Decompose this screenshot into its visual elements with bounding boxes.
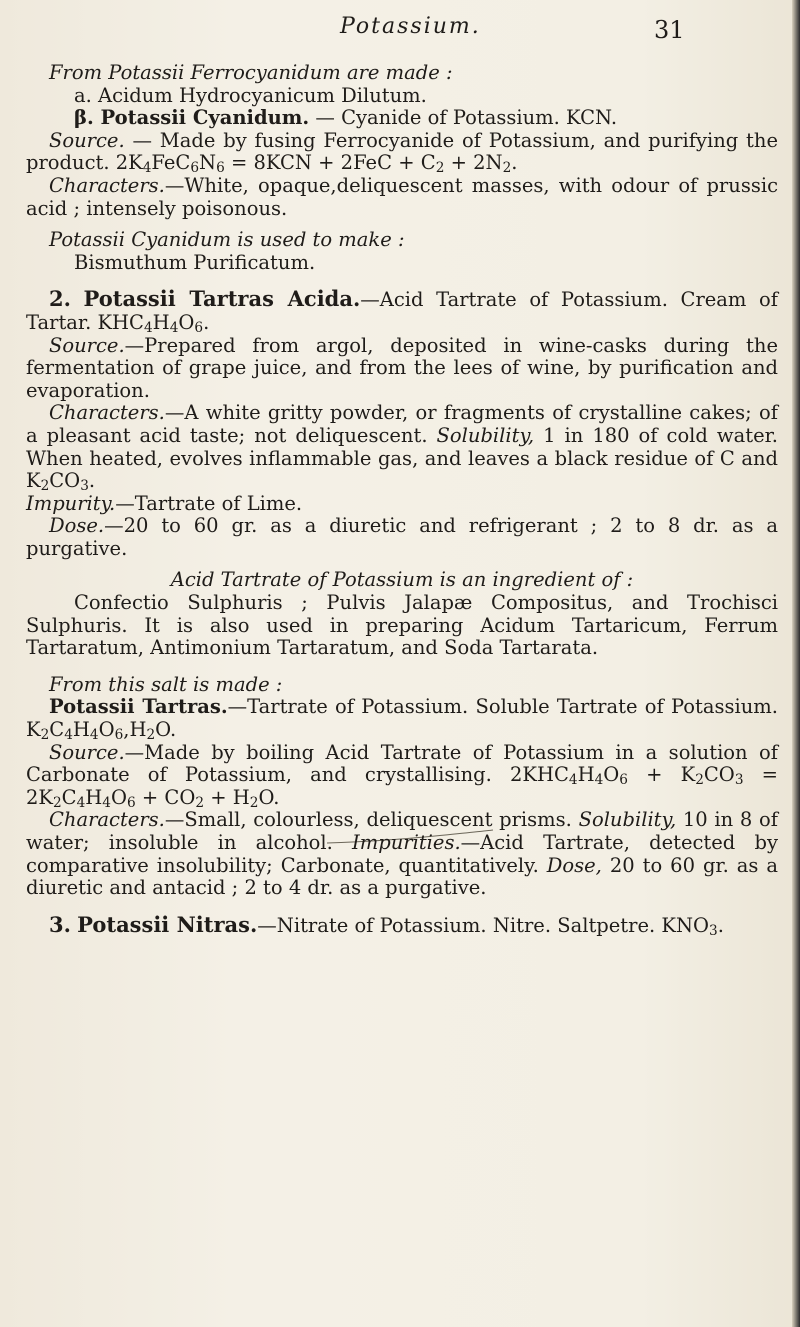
characters-text: —White, opaque,deliquescent masses, with odour of prussic acid ; intensely poisonous. bbox=[26, 173, 778, 220]
beta-title: β. Potassii Cyanidum. bbox=[74, 106, 310, 130]
dose-label: Dose. bbox=[49, 514, 105, 538]
dose-label: Dose, bbox=[546, 853, 602, 877]
source-label: Source. bbox=[49, 740, 125, 764]
nitras-title: Potassii Nitras. bbox=[77, 911, 258, 937]
solubility-text: 10 in 8 of water; insoluble in alcohol. bbox=[26, 808, 778, 854]
tartras-acida-number: 2. bbox=[49, 286, 71, 312]
characters-text: —A white gritty powder, or fragments of crystalline cakes; of a pleasant acid taste; not deliquescent. bbox=[26, 401, 778, 447]
page-header bbox=[0, 8, 800, 58]
tartras-acida-title: Potassii Tartras Acida. bbox=[83, 286, 361, 312]
tartras-acida-ingredient-label: Acid Tartrate of Potassium is an ingredient of : bbox=[170, 568, 634, 592]
tartras-heading bbox=[26, 695, 778, 744]
impurities-text: —Acid Tartrate, detected by comparative insolubility; Carbonate, quantitatively. bbox=[26, 831, 778, 877]
solubility-label: Solubility, bbox=[578, 808, 677, 832]
tartras-intro: From this salt is made : bbox=[49, 672, 283, 696]
tartras-acida-heading bbox=[26, 288, 778, 334]
cyanide-used-item: Bismuthum Purificatum. bbox=[74, 250, 316, 274]
source-label: Source. bbox=[49, 333, 125, 357]
cyanide-used-label: Potassii Cyanidum is used to make : bbox=[49, 228, 405, 252]
tartras-acida-impurity bbox=[26, 493, 778, 516]
tartras-acida-source bbox=[26, 335, 778, 403]
cyanide-source bbox=[26, 130, 778, 175]
solubility-label: Solubility, bbox=[436, 423, 535, 447]
characters-label: Characters. bbox=[49, 401, 165, 425]
characters-label: Characters. bbox=[49, 173, 165, 197]
source-text: —Made by boiling Acid Tartrate of Potassium in a solution of Carbonate of Potassium, and crystallising. $2KHC_4H_4O_6 + K_2CO_3 = 2K_2C_4H_4O_6 + CO_2 + H_2O$. bbox=[26, 740, 778, 811]
item-beta bbox=[26, 107, 778, 130]
book-edge-shadow bbox=[792, 0, 800, 1327]
tartras-acida-synonyms: —Acid Tartrate of Potassium. Cream of Tartar. $KHC_4H_4O_6$. bbox=[26, 288, 778, 336]
tartras-acida-dose bbox=[26, 515, 778, 560]
page-body bbox=[26, 62, 778, 937]
impurity-label: Impurity. bbox=[26, 491, 116, 515]
tartras-acida-ingredient-text: Confectio Sulphuris ; Pulvis Jalapæ Compositus, and Trochisci Sulphuris. It is also used in preparing Acidum Tartaricum, Ferrum Tartaratum, Antimonium Tartaratum, and Soda Tartarata. bbox=[26, 591, 778, 660]
page-number: 31 bbox=[654, 16, 685, 44]
dose-text: 20 to 60 gr. as a diuretic and antacid ; 2 to 4 dr. as a purgative. bbox=[26, 853, 778, 900]
source-text: —Prepared from argol, deposited in wine-casks during the fermentation of grape juice, and from the lees of wine, by purification and evaporation. bbox=[26, 333, 778, 402]
nitras-synonyms: —Nitrate of Potassium. Nitre. Saltpetre. $KNO_3$. bbox=[257, 913, 724, 939]
dose-text: —20 to 60 gr. as a diuretic and refrigerant ; 2 to 8 dr. as a purgative. bbox=[26, 514, 778, 560]
source-label: Source. bbox=[49, 128, 125, 152]
tartras-acida-characters bbox=[26, 401, 778, 495]
impurity-text: —Tartrate of Lime. bbox=[115, 491, 303, 515]
tartras-synonyms: —Tartrate of Potassium. Soluble Tartrate of Potassium. $K_2C_4H_4O_6,H_2O$. bbox=[26, 695, 778, 744]
characters-text: —Small, colourless, deliquescent prisms. bbox=[164, 808, 572, 832]
solubility-text: 1 in 180 of cold water. When heated, evolves inflammable gas, and leaves a black residue of C and $K_2CO_3$. bbox=[26, 423, 778, 495]
nitras-heading bbox=[26, 911, 778, 939]
item-alpha: a. Acidum Hydrocyanicum Dilutum. bbox=[74, 83, 427, 107]
ferrocyanidum-intro: From Potassii Ferrocyanidum are made : bbox=[49, 61, 453, 84]
nitras-number: 3. bbox=[49, 911, 71, 937]
beta-rest: — Cyanide of Potassium. KCN. bbox=[309, 106, 618, 130]
source-text: — Made by fusing Ferrocyanide of Potassium, and purifying the product. $2K_4FeC_6N_6 = 8KCN + 2FeC + C_2 + 2N_2$. bbox=[26, 128, 778, 177]
running-head: Potassium. bbox=[340, 14, 481, 39]
impurities-label: Impurities. bbox=[352, 831, 461, 854]
tartras-characters bbox=[26, 809, 778, 899]
tartras-source bbox=[26, 742, 778, 810]
characters-label: Characters. bbox=[49, 808, 165, 832]
tartras-title: Potassii Tartras. bbox=[49, 695, 228, 719]
cyanide-characters bbox=[26, 175, 778, 220]
